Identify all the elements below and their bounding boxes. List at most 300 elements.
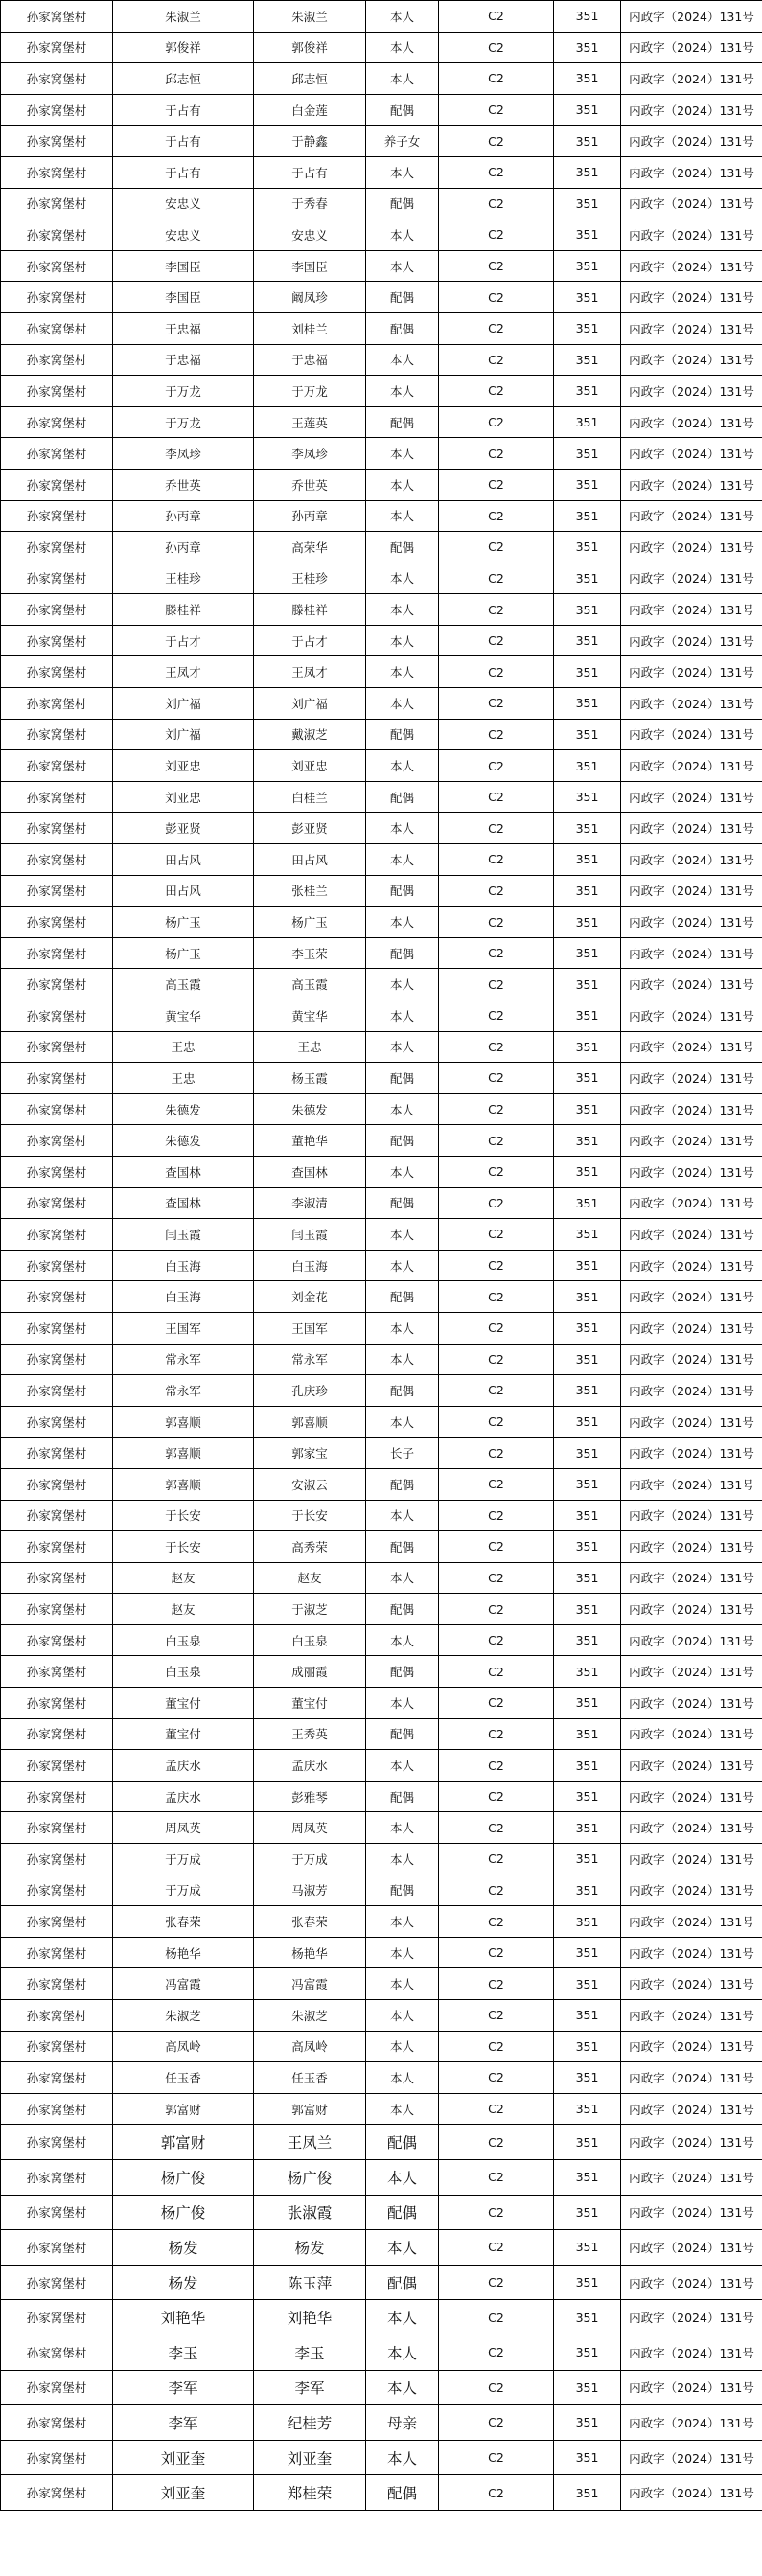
table-row (1, 2062, 762, 2094)
householder-cell: 任玉香 (113, 2062, 254, 2094)
grade-cell: C2 (439, 32, 554, 63)
grade-cell: C2 (439, 1438, 554, 1469)
grade-cell: C2 (439, 2031, 554, 2062)
householder-cell: 于长安 (113, 1531, 254, 1563)
doc-number-cell: 内政字（2024）131号 (621, 376, 762, 407)
grade-cell: C2 (439, 875, 554, 907)
householder-cell: 彭亚贤 (113, 813, 254, 844)
doc-number-cell: 内政字（2024）131号 (621, 2195, 762, 2230)
member-name-cell: 彭亚贤 (254, 813, 366, 844)
relation-cell: 本人 (366, 813, 439, 844)
householder-cell: 查国林 (113, 1187, 254, 1219)
amount-cell: 351 (554, 937, 621, 969)
table-row (1, 1624, 762, 1656)
doc-number-cell: 内政字（2024）131号 (621, 1125, 762, 1157)
member-name-cell: 阚凤珍 (254, 282, 366, 313)
doc-number-cell: 内政字（2024）131号 (621, 969, 762, 1000)
table-row (1, 156, 762, 188)
householder-cell: 刘广福 (113, 719, 254, 750)
table-row (1, 1344, 762, 1375)
grade-cell: C2 (439, 2405, 554, 2441)
village-cell: 孙家窝堡村 (1, 406, 113, 438)
relation-cell: 配偶 (366, 937, 439, 969)
grade-cell: C2 (439, 656, 554, 688)
member-name-cell: 郭富财 (254, 2093, 366, 2125)
village-cell: 孙家窝堡村 (1, 1812, 113, 1844)
table-row (1, 813, 762, 844)
village-cell: 孙家窝堡村 (1, 1531, 113, 1563)
member-name-cell: 朱淑芝 (254, 2000, 366, 2032)
householder-cell: 孙丙章 (113, 532, 254, 564)
grade-cell: C2 (439, 1624, 554, 1656)
grade-cell: C2 (439, 1781, 554, 1812)
doc-number-cell: 内政字（2024）131号 (621, 32, 762, 63)
relation-cell: 本人 (366, 1250, 439, 1281)
doc-number-cell: 内政字（2024）131号 (621, 1281, 762, 1313)
village-cell: 孙家窝堡村 (1, 2475, 113, 2511)
member-name-cell: 孟庆水 (254, 1750, 366, 1782)
amount-cell: 351 (554, 2475, 621, 2511)
grade-cell: C2 (439, 750, 554, 782)
doc-number-cell: 内政字（2024）131号 (621, 469, 762, 500)
grade-cell: C2 (439, 188, 554, 219)
relation-cell: 本人 (366, 1624, 439, 1656)
village-cell: 孙家窝堡村 (1, 656, 113, 688)
member-name-cell: 杨发 (254, 2230, 366, 2266)
member-name-cell: 陈玉萍 (254, 2265, 366, 2300)
amount-cell: 351 (554, 1531, 621, 1563)
village-cell: 孙家窝堡村 (1, 438, 113, 470)
relation-cell: 本人 (366, 750, 439, 782)
relation-cell: 本人 (366, 688, 439, 720)
amount-cell: 351 (554, 406, 621, 438)
householder-cell: 郭富财 (113, 2125, 254, 2160)
grade-cell: C2 (439, 2230, 554, 2266)
grade-cell: C2 (439, 907, 554, 938)
village-cell: 孙家窝堡村 (1, 2000, 113, 2032)
village-cell: 孙家窝堡村 (1, 2440, 113, 2475)
village-cell: 孙家窝堡村 (1, 126, 113, 157)
grade-cell: C2 (439, 1406, 554, 1438)
grade-cell: C2 (439, 2300, 554, 2335)
grade-cell: C2 (439, 1594, 554, 1625)
amount-cell: 351 (554, 2062, 621, 2094)
relation-cell: 本人 (366, 32, 439, 63)
amount-cell: 351 (554, 1063, 621, 1094)
amount-cell: 351 (554, 1781, 621, 1812)
member-name-cell: 纪桂芳 (254, 2405, 366, 2441)
relation-cell: 配偶 (366, 1781, 439, 1812)
table-body (1, 1, 762, 2511)
member-name-cell: 田占风 (254, 844, 366, 876)
doc-number-cell: 内政字（2024）131号 (621, 2159, 762, 2195)
doc-number-cell: 内政字（2024）131号 (621, 1063, 762, 1094)
householder-cell: 李玉 (113, 2334, 254, 2370)
householder-cell: 田占风 (113, 844, 254, 876)
table-row (1, 1, 762, 33)
village-cell: 孙家窝堡村 (1, 1718, 113, 1750)
amount-cell: 351 (554, 1844, 621, 1875)
amount-cell: 351 (554, 438, 621, 470)
grade-cell: C2 (439, 1312, 554, 1344)
village-cell: 孙家窝堡村 (1, 625, 113, 656)
relation-cell: 配偶 (366, 719, 439, 750)
member-name-cell: 于秀春 (254, 188, 366, 219)
member-name-cell: 孔庆珍 (254, 1375, 366, 1407)
doc-number-cell: 内政字（2024）131号 (621, 344, 762, 376)
village-cell: 孙家窝堡村 (1, 2230, 113, 2266)
amount-cell: 351 (554, 563, 621, 594)
doc-number-cell: 内政字（2024）131号 (621, 1594, 762, 1625)
householder-cell: 闫玉霞 (113, 1219, 254, 1251)
doc-number-cell: 内政字（2024）131号 (621, 126, 762, 157)
member-name-cell: 高凤岭 (254, 2031, 366, 2062)
amount-cell: 351 (554, 1594, 621, 1625)
amount-cell: 351 (554, 750, 621, 782)
householder-cell: 于万成 (113, 1874, 254, 1906)
grade-cell: C2 (439, 813, 554, 844)
householder-cell: 董宝付 (113, 1718, 254, 1750)
village-cell: 孙家窝堡村 (1, 344, 113, 376)
member-name-cell: 张春荣 (254, 1906, 366, 1938)
amount-cell: 351 (554, 250, 621, 282)
householder-cell: 乔世英 (113, 469, 254, 500)
relation-cell: 本人 (366, 2062, 439, 2094)
relation-cell: 本人 (366, 2093, 439, 2125)
doc-number-cell: 内政字（2024）131号 (621, 688, 762, 720)
amount-cell: 351 (554, 781, 621, 813)
householder-cell: 李军 (113, 2405, 254, 2441)
amount-cell: 351 (554, 312, 621, 344)
amount-cell: 351 (554, 32, 621, 63)
householder-cell: 郭喜顺 (113, 1406, 254, 1438)
relation-cell: 本人 (366, 156, 439, 188)
member-name-cell: 任玉香 (254, 2062, 366, 2094)
relation-cell: 配偶 (366, 2475, 439, 2511)
member-name-cell: 孙丙章 (254, 500, 366, 532)
member-name-cell: 周凤英 (254, 1812, 366, 1844)
relation-cell: 本人 (366, 1219, 439, 1251)
table-row (1, 376, 762, 407)
member-name-cell: 白金莲 (254, 94, 366, 126)
householder-cell: 于长安 (113, 1500, 254, 1531)
relation-cell: 本人 (366, 907, 439, 938)
table-row (1, 1562, 762, 1594)
table-row (1, 1937, 762, 1968)
relation-cell: 本人 (366, 1406, 439, 1438)
relation-cell: 配偶 (366, 532, 439, 564)
table-row (1, 2300, 762, 2335)
member-name-cell: 郭俊祥 (254, 32, 366, 63)
amount-cell: 351 (554, 126, 621, 157)
table-row (1, 1093, 762, 1125)
doc-number-cell: 内政字（2024）131号 (621, 2475, 762, 2511)
relation-cell: 配偶 (366, 94, 439, 126)
doc-number-cell: 内政字（2024）131号 (621, 1656, 762, 1688)
member-name-cell: 于淑芝 (254, 1594, 366, 1625)
householder-cell: 白玉泉 (113, 1624, 254, 1656)
village-cell: 孙家窝堡村 (1, 532, 113, 564)
doc-number-cell: 内政字（2024）131号 (621, 1937, 762, 1968)
village-cell: 孙家窝堡村 (1, 2334, 113, 2370)
village-cell: 孙家窝堡村 (1, 2265, 113, 2300)
grade-cell: C2 (439, 1812, 554, 1844)
grade-cell: C2 (439, 2159, 554, 2195)
householder-cell: 刘亚奎 (113, 2475, 254, 2511)
doc-number-cell: 内政字（2024）131号 (621, 1375, 762, 1407)
amount-cell: 351 (554, 1937, 621, 1968)
member-name-cell: 白玉海 (254, 1250, 366, 1281)
table-row (1, 2093, 762, 2125)
relation-cell: 本人 (366, 500, 439, 532)
village-cell: 孙家窝堡村 (1, 1656, 113, 1688)
amount-cell: 351 (554, 1688, 621, 1719)
relation-cell: 本人 (366, 594, 439, 626)
householder-cell: 刘艳华 (113, 2300, 254, 2335)
amount-cell: 351 (554, 1250, 621, 1281)
member-name-cell: 李凤珍 (254, 438, 366, 470)
relation-cell: 配偶 (366, 781, 439, 813)
householder-cell: 于占有 (113, 126, 254, 157)
amount-cell: 351 (554, 688, 621, 720)
member-name-cell: 高秀荣 (254, 1531, 366, 1563)
table-row (1, 937, 762, 969)
village-cell: 孙家窝堡村 (1, 2195, 113, 2230)
table-row (1, 750, 762, 782)
doc-number-cell: 内政字（2024）131号 (621, 1093, 762, 1125)
village-cell: 孙家窝堡村 (1, 969, 113, 1000)
grade-cell: C2 (439, 1156, 554, 1187)
relation-cell: 本人 (366, 2230, 439, 2266)
amount-cell: 351 (554, 219, 621, 251)
member-name-cell: 王莲英 (254, 406, 366, 438)
amount-cell: 351 (554, 1468, 621, 1500)
village-cell: 孙家窝堡村 (1, 1312, 113, 1344)
doc-number-cell: 内政字（2024）131号 (621, 1312, 762, 1344)
householder-cell: 白玉海 (113, 1250, 254, 1281)
village-cell: 孙家窝堡村 (1, 1375, 113, 1407)
table-row (1, 2440, 762, 2475)
householder-cell: 常永军 (113, 1375, 254, 1407)
relation-cell: 母亲 (366, 2405, 439, 2441)
amount-cell: 351 (554, 2159, 621, 2195)
relation-cell: 配偶 (366, 1281, 439, 1313)
member-name-cell: 于长安 (254, 1500, 366, 1531)
member-name-cell: 张桂兰 (254, 875, 366, 907)
doc-number-cell: 内政字（2024）131号 (621, 1, 762, 33)
table-row (1, 2405, 762, 2441)
amount-cell: 351 (554, 2031, 621, 2062)
member-name-cell: 闫玉霞 (254, 1219, 366, 1251)
doc-number-cell: 内政字（2024）131号 (621, 312, 762, 344)
householder-cell: 李国臣 (113, 250, 254, 282)
village-cell: 孙家窝堡村 (1, 719, 113, 750)
member-name-cell: 杨玉霞 (254, 1063, 366, 1094)
relation-cell: 本人 (366, 2334, 439, 2370)
table-row (1, 1468, 762, 1500)
householder-cell: 孙丙章 (113, 500, 254, 532)
table-row (1, 719, 762, 750)
householder-cell: 刘亚忠 (113, 781, 254, 813)
member-name-cell: 张淑霞 (254, 2195, 366, 2230)
doc-number-cell: 内政字（2024）131号 (621, 1812, 762, 1844)
householder-cell: 赵友 (113, 1594, 254, 1625)
member-name-cell: 杨广玉 (254, 907, 366, 938)
relation-cell: 本人 (366, 1968, 439, 2000)
householder-cell: 刘亚奎 (113, 2440, 254, 2475)
village-cell: 孙家窝堡村 (1, 1594, 113, 1625)
table-row (1, 532, 762, 564)
grade-cell: C2 (439, 1344, 554, 1375)
householder-cell: 于忠福 (113, 312, 254, 344)
relation-cell: 本人 (366, 1937, 439, 1968)
doc-number-cell: 内政字（2024）131号 (621, 1187, 762, 1219)
village-cell: 孙家窝堡村 (1, 219, 113, 251)
relation-cell: 配偶 (366, 282, 439, 313)
relation-cell: 本人 (366, 344, 439, 376)
table-row (1, 2230, 762, 2266)
table-row (1, 1812, 762, 1844)
village-cell: 孙家窝堡村 (1, 563, 113, 594)
table-row (1, 1000, 762, 1032)
amount-cell: 351 (554, 1000, 621, 1032)
village-cell: 孙家窝堡村 (1, 1968, 113, 2000)
grade-cell: C2 (439, 1968, 554, 2000)
doc-number-cell: 内政字（2024）131号 (621, 656, 762, 688)
doc-number-cell: 内政字（2024）131号 (621, 1688, 762, 1719)
village-cell: 孙家窝堡村 (1, 2159, 113, 2195)
amount-cell: 351 (554, 1156, 621, 1187)
doc-number-cell: 内政字（2024）131号 (621, 1344, 762, 1375)
relation-cell: 本人 (366, 1156, 439, 1187)
village-cell: 孙家窝堡村 (1, 1344, 113, 1375)
grade-cell: C2 (439, 344, 554, 376)
grade-cell: C2 (439, 63, 554, 95)
village-cell: 孙家窝堡村 (1, 2031, 113, 2062)
householder-cell: 李军 (113, 2370, 254, 2405)
relation-cell: 配偶 (366, 1375, 439, 1407)
table-row (1, 1594, 762, 1625)
doc-number-cell: 内政字（2024）131号 (621, 1468, 762, 1500)
amount-cell: 351 (554, 1, 621, 33)
village-cell: 孙家窝堡村 (1, 2125, 113, 2160)
member-name-cell: 白玉泉 (254, 1624, 366, 1656)
village-cell: 孙家窝堡村 (1, 188, 113, 219)
grade-cell: C2 (439, 219, 554, 251)
village-cell: 孙家窝堡村 (1, 2062, 113, 2094)
member-name-cell: 戴淑芝 (254, 719, 366, 750)
amount-cell: 351 (554, 1375, 621, 1407)
member-name-cell: 李玉荣 (254, 937, 366, 969)
village-cell: 孙家窝堡村 (1, 781, 113, 813)
table-row (1, 312, 762, 344)
member-name-cell: 李国臣 (254, 250, 366, 282)
grade-cell: C2 (439, 156, 554, 188)
village-cell: 孙家窝堡村 (1, 1281, 113, 1313)
doc-number-cell: 内政字（2024）131号 (621, 1406, 762, 1438)
grade-cell: C2 (439, 532, 554, 564)
doc-number-cell: 内政字（2024）131号 (621, 188, 762, 219)
amount-cell: 351 (554, 813, 621, 844)
member-name-cell: 安淑云 (254, 1468, 366, 1500)
doc-number-cell: 内政字（2024）131号 (621, 813, 762, 844)
householder-cell: 安忠义 (113, 188, 254, 219)
amount-cell: 351 (554, 1187, 621, 1219)
doc-number-cell: 内政字（2024）131号 (621, 1624, 762, 1656)
village-cell: 孙家窝堡村 (1, 376, 113, 407)
relation-cell: 配偶 (366, 188, 439, 219)
householder-cell: 朱德发 (113, 1093, 254, 1125)
relation-cell: 配偶 (366, 2265, 439, 2300)
doc-number-cell: 内政字（2024）131号 (621, 2000, 762, 2032)
table-row (1, 1906, 762, 1938)
village-cell: 孙家窝堡村 (1, 813, 113, 844)
table-row (1, 469, 762, 500)
amount-cell: 351 (554, 1968, 621, 2000)
amount-cell: 351 (554, 2125, 621, 2160)
relation-cell: 本人 (366, 376, 439, 407)
householder-cell: 孟庆水 (113, 1781, 254, 1812)
member-name-cell: 于万龙 (254, 376, 366, 407)
amount-cell: 351 (554, 907, 621, 938)
village-cell: 孙家窝堡村 (1, 1406, 113, 1438)
member-name-cell: 王桂珍 (254, 563, 366, 594)
relation-cell: 配偶 (366, 2125, 439, 2160)
householder-cell: 白玉泉 (113, 1656, 254, 1688)
doc-number-cell: 内政字（2024）131号 (621, 875, 762, 907)
doc-number-cell: 内政字（2024）131号 (621, 1531, 762, 1563)
doc-number-cell: 内政字（2024）131号 (621, 719, 762, 750)
grade-cell: C2 (439, 688, 554, 720)
grade-cell: C2 (439, 1656, 554, 1688)
householder-cell: 黄宝华 (113, 1000, 254, 1032)
member-name-cell: 刘广福 (254, 688, 366, 720)
doc-number-cell: 内政字（2024）131号 (621, 1968, 762, 2000)
relation-cell: 本人 (366, 1750, 439, 1782)
relation-cell: 本人 (366, 1844, 439, 1875)
householder-cell: 于占才 (113, 625, 254, 656)
amount-cell: 351 (554, 1219, 621, 1251)
member-name-cell: 常永军 (254, 1344, 366, 1375)
village-cell: 孙家窝堡村 (1, 937, 113, 969)
village-cell: 孙家窝堡村 (1, 156, 113, 188)
householder-cell: 杨广俊 (113, 2195, 254, 2230)
table-row (1, 625, 762, 656)
grade-cell: C2 (439, 2195, 554, 2230)
relation-cell: 本人 (366, 1312, 439, 1344)
householder-cell: 杨发 (113, 2265, 254, 2300)
amount-cell: 351 (554, 719, 621, 750)
member-name-cell: 邱志恒 (254, 63, 366, 95)
village-cell: 孙家窝堡村 (1, 32, 113, 63)
member-name-cell: 董宝付 (254, 1688, 366, 1719)
amount-cell: 351 (554, 1750, 621, 1782)
village-cell: 孙家窝堡村 (1, 1438, 113, 1469)
member-name-cell: 滕桂祥 (254, 594, 366, 626)
grade-cell: C2 (439, 937, 554, 969)
householder-cell: 查国林 (113, 1156, 254, 1187)
relation-cell: 本人 (366, 219, 439, 251)
member-name-cell: 于静鑫 (254, 126, 366, 157)
doc-number-cell: 内政字（2024）131号 (621, 1031, 762, 1063)
grade-cell: C2 (439, 1063, 554, 1094)
doc-number-cell: 内政字（2024）131号 (621, 907, 762, 938)
amount-cell: 351 (554, 94, 621, 126)
table-row (1, 1250, 762, 1281)
doc-number-cell: 内政字（2024）131号 (621, 1718, 762, 1750)
grade-cell: C2 (439, 1093, 554, 1125)
table-row (1, 1718, 762, 1750)
